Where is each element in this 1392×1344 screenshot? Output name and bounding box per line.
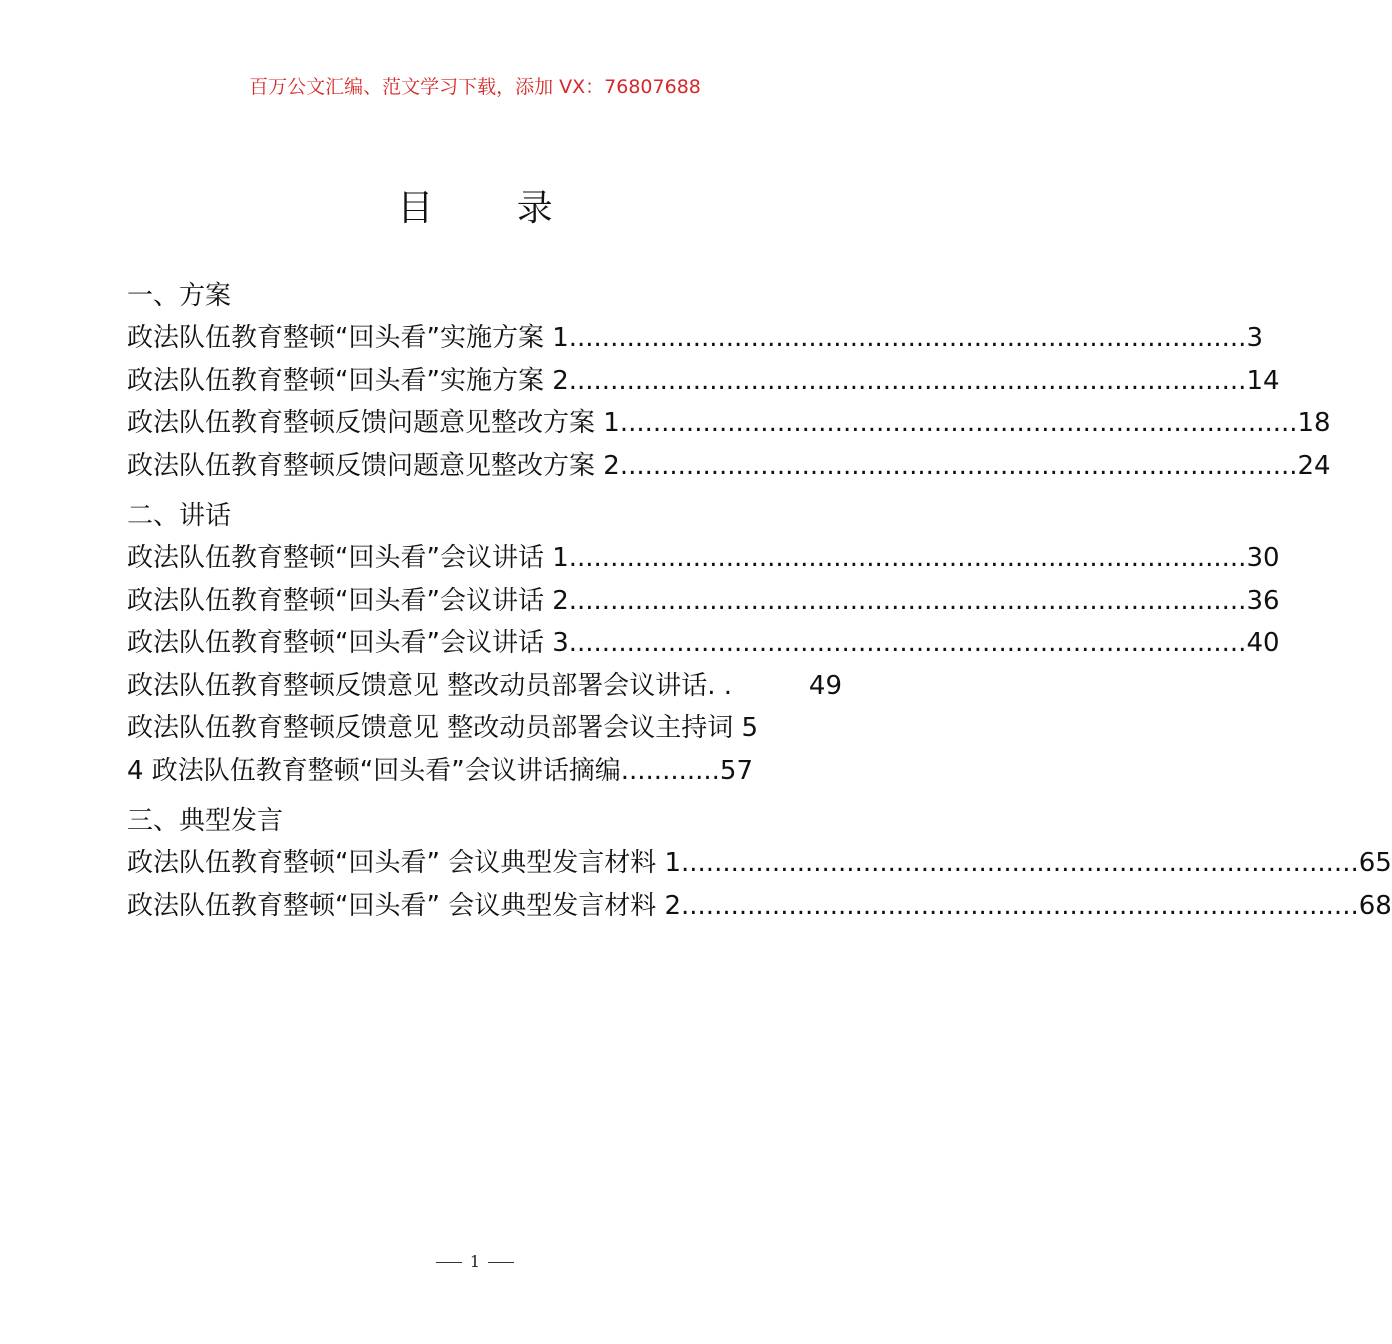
- toc-entry-page: 14: [1246, 365, 1280, 396]
- toc-entry-page: 18: [1297, 408, 1331, 438]
- toc-entry-title: 政法队伍教育整顿反馈问题意见整改方案 2: [127, 450, 620, 481]
- toc-entry-title: 政法队伍教育整顿“回头看”实施方案 1: [127, 323, 569, 353]
- toc-entry-title: 政法队伍教育整顿“回头看”会议讲话 3: [127, 628, 569, 658]
- toc-entry[interactable]: [127, 445, 1331, 488]
- dot-leader: ..................................................................................: [568, 585, 1247, 616]
- toc-entry-title: 政法队伍教育整顿“回头看” 会议典型发言材料 1: [127, 848, 682, 878]
- toc-entry[interactable]: [127, 360, 1280, 403]
- toc-entry-page: 40: [1246, 628, 1280, 658]
- dot-leader: ..................................................................................: [568, 628, 1247, 658]
- toc-entry-page: 30: [1246, 543, 1280, 573]
- dot-leader: ..................................................................................: [568, 365, 1247, 396]
- toc-entry[interactable]: [127, 842, 1392, 885]
- toc-section-heading: 一、方案: [127, 281, 232, 311]
- toc-entry-title: 政法队伍教育整顿“回头看”会议讲话 2: [127, 585, 569, 616]
- toc-entry-title: 政法队伍教育整顿“回头看” 会议典型发言材料 2: [127, 890, 682, 921]
- footer-dash: [436, 1262, 462, 1263]
- toc-entry-page: 24: [1297, 450, 1331, 481]
- page-footer: [0, 1252, 950, 1271]
- toc-entry-title: 政法队伍教育整顿“回头看”会议讲话 1: [127, 543, 569, 573]
- toc-entry-title: 政法队伍教育整顿“回头看”实施方案 2: [127, 365, 569, 396]
- toc-entry[interactable]: [127, 580, 1280, 623]
- dot-leader: ..................................................................................: [619, 450, 1298, 481]
- table-of-contents: [127, 275, 1392, 927]
- toc-entry-title: 政法队伍教育整顿反馈意见 整改动员部署会议讲话. .: [127, 670, 733, 701]
- header-note: 百万公文汇编、范文学习下载，添加 VX：76807688: [249, 76, 701, 98]
- toc-entry[interactable]: [127, 317, 1263, 360]
- dot-leader: ..................................................................................: [568, 323, 1247, 353]
- toc-entry[interactable]: [127, 665, 842, 708]
- toc-entry[interactable]: [127, 885, 1392, 928]
- toc-entry[interactable]: [127, 622, 1280, 665]
- page-title: 目 录: [397, 188, 589, 229]
- toc-entry-page: 49: [808, 670, 842, 701]
- toc-entry-page: 68: [1358, 890, 1392, 921]
- dot-leader: ..................................................................................: [619, 408, 1298, 438]
- toc-wrapped-line[interactable]: 政法队伍教育整顿反馈意见 整改动员部署会议主持词 5: [127, 713, 759, 743]
- toc-entry-page: 3: [1246, 323, 1263, 353]
- footer-dash: [488, 1262, 514, 1263]
- toc-entry[interactable]: [127, 402, 1331, 445]
- toc-entry-title: 政法队伍教育整顿反馈问题意见整改方案 1: [127, 408, 620, 438]
- toc-entry[interactable]: [127, 537, 1280, 580]
- page-number: 1: [469, 1252, 481, 1271]
- toc-section-heading: 二、讲话: [127, 501, 232, 531]
- toc-section-heading: 三、典型发言: [127, 806, 284, 836]
- toc-wrapped-line[interactable]: 4 政法队伍教育整顿“回头看”会议讲话摘编............57: [127, 755, 754, 786]
- toc-entry-page: 36: [1246, 585, 1280, 616]
- dot-leader: ..................................................................................: [681, 890, 1359, 921]
- toc-entry-page: 65: [1358, 848, 1392, 878]
- dot-leader: ..................................................................................: [568, 543, 1247, 573]
- dot-leader: ..................................................................................: [681, 848, 1359, 878]
